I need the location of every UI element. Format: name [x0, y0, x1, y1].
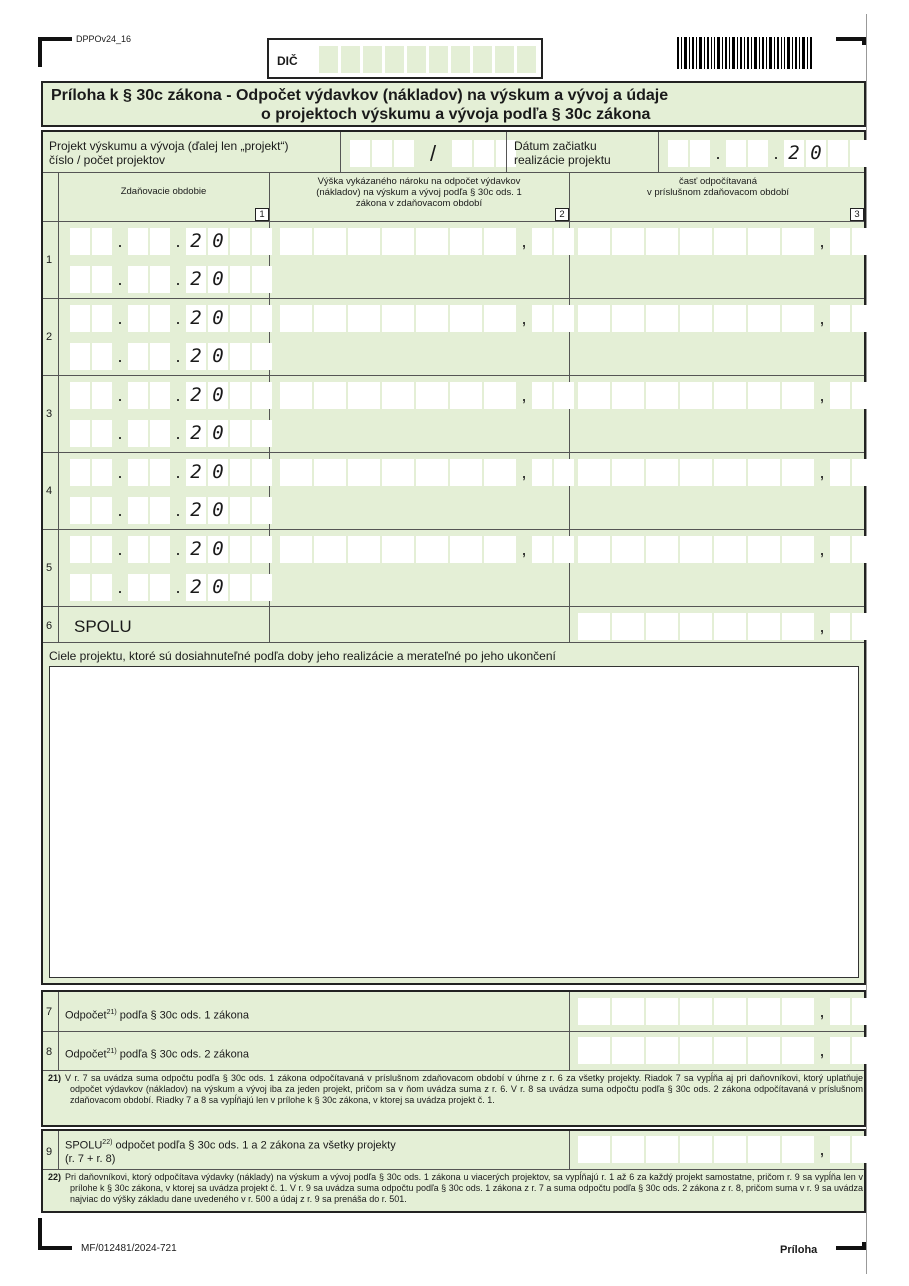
row-number: 9 — [46, 1146, 53, 1158]
row-divider — [43, 606, 864, 607]
project-number-label: Projekt výskumu a vývoja (ďalej len „projekt“) číslo / počet projektov — [49, 139, 289, 167]
period-date-input[interactable]: . . 2 0 — [70, 574, 272, 601]
period-date-input[interactable]: . . 2 0 — [70, 266, 272, 293]
dic-label: DIČ — [277, 54, 298, 68]
footer-code: MF/012481/2024-721 — [81, 1243, 177, 1254]
row-divider — [43, 375, 864, 376]
row6-col3-input[interactable]: , — [578, 613, 872, 640]
project-number-input[interactable] — [350, 140, 516, 167]
row-number: 1 — [46, 254, 53, 266]
row-number: 3 — [46, 408, 53, 420]
goals-label: Ciele projektu, ktoré sú dosiahnuteľné podľa doby jeho realizácie a merateľné po jeho ukončení — [49, 649, 556, 663]
note-22: 22) Pri daňovníkovi, ktorý odpočítava výdavky (náklady) na výskum a vývoj podľa § 30c ods. 1 zákona u viacerých projektov, sa vypĺňajú r. 1 až 6 za každý projekt samostatne, pričom r. 9 sa vypĺňa len v prílohe k § 30c zákona, v ktorej sa uvádza projekt č. 1. V r. 9 sa uvádza suma odpočtu podľa § 30c ods. 1 zákona z r. 7 a suma odpočtu podľa § 30c ods. 2 zákona z r. 8, pričom suma v r. 9 sa uvádza najviac do výšky základu dane uvedeného v r. 500 a údaj z r. 9 sa prenáša do r. 501. — [48, 1172, 863, 1205]
row-divider — [43, 452, 864, 453]
col3-header: časť odpočítavaná v príslušnom zdaňovacom období — [646, 176, 790, 198]
col1-number: 1 — [255, 208, 269, 221]
period-date-input[interactable]: . . 2 0 — [70, 459, 272, 486]
row7-input[interactable]: , — [578, 998, 872, 1025]
row-deducted-amount-input[interactable]: , — [578, 536, 872, 563]
period-date-input[interactable]: . . 2 0 — [70, 497, 272, 524]
row-number: 5 — [46, 562, 53, 574]
col2-header: Výška vykázaného nároku na odpočet výdavkov (nákladov) na výskum a vývoj podľa § 30c ods. 1 zákona v zdaňovacom období — [316, 176, 522, 209]
row-claim-amount-input[interactable]: , — [280, 459, 574, 486]
page-title-line1: Príloha k § 30c zákona - Odpočet výdavkov (nákladov) na výskum a vývoj a údaje — [51, 87, 669, 104]
note-21: 21) V r. 7 sa uvádza suma odpočtu podľa § 30c ods. 1 zákona odpočítavaná v príslušnom zdaňovacom období v úhrne z r. 6 za všetky projekty. Riadok 7 sa vypĺňa aj pri daňovníkovi, ktorý uplatňuje odpočet výdavkov (nákladov) na výskum a vývoj iba za jeden projekt, pričom sa v ňom uvádza suma z r. 6. V r. 8 sa uvádza suma odpočtu podľa § 30c ods. 2 zákona odpočítavaná v príslušnom zdaňovacom období. Riadky 7 a 8 sa vypĺňajú len v prílohe k § 30c zákona, v ktorej sa uvádza projekt č. 1. — [48, 1073, 863, 1106]
row-number: 6 — [46, 620, 53, 632]
period-date-input[interactable]: . . 2 0 — [70, 536, 272, 563]
row9-label: SPOLU$^{22)}$ odpočet podľa § 30c ods. 1 a 2 zákona za všetky projekty (r. 7 + r. 8) — [65, 1139, 396, 1165]
goals-textarea[interactable] — [49, 666, 859, 978]
corner-mark-bottom-right — [836, 1242, 866, 1250]
row8-label: Odpočet$^{21)}$ podľa § 30c ods. 2 zákona — [65, 1048, 249, 1061]
dic-box — [267, 38, 543, 79]
col1-header: Zdaňovacie obdobie — [120, 186, 207, 197]
corner-mark-top-right — [836, 37, 866, 45]
row-divider — [43, 298, 864, 299]
row8-input[interactable]: , — [578, 1037, 872, 1064]
row-number: 7 — [46, 1006, 53, 1018]
row-deducted-amount-input[interactable]: , — [578, 459, 872, 486]
row-claim-amount-input[interactable]: , — [280, 536, 574, 563]
row-number: 2 — [46, 331, 53, 343]
corner-mark-bottom-left — [38, 1218, 72, 1250]
dic-input[interactable] — [319, 46, 539, 73]
row-deducted-amount-input[interactable]: , — [578, 228, 872, 255]
form-code: DPPOv24_16 — [76, 34, 132, 44]
period-date-input[interactable]: . . 2 0 — [70, 305, 272, 332]
period-date-input[interactable]: . . 2 0 — [70, 382, 272, 409]
project-start-date-input[interactable]: . . 2 0 — [668, 140, 870, 167]
barcode-image — [677, 37, 812, 69]
title-box — [41, 81, 866, 127]
right-edge-line — [866, 14, 867, 1274]
project-start-label: Dátum začiatku realizácie projektu — [514, 139, 611, 167]
row-claim-amount-input[interactable]: , — [280, 382, 574, 409]
col2-number: 2 — [555, 208, 569, 221]
page-title-line2: o projektoch výskumu a vývoja podľa § 30c zákona — [261, 106, 651, 123]
row-number: 8 — [46, 1046, 53, 1058]
row-deducted-amount-input[interactable]: , — [578, 305, 872, 332]
corner-mark-top-left — [38, 37, 72, 67]
period-date-input[interactable]: . . 2 0 — [70, 420, 272, 447]
row-deducted-amount-input[interactable]: , — [578, 382, 872, 409]
row-claim-amount-input[interactable]: , — [280, 305, 574, 332]
col3-number: 3 — [850, 208, 864, 221]
row7-label: Odpočet$^{21)}$ podľa § 30c ods. 1 zákona — [65, 1009, 249, 1022]
footer-label: Príloha — [780, 1244, 818, 1256]
row9-input[interactable]: , — [578, 1136, 872, 1163]
slash: / — [429, 141, 437, 166]
row-divider — [43, 529, 864, 530]
period-date-input[interactable]: . . 2 0 — [70, 228, 272, 255]
row6-label: SPOLU — [74, 617, 132, 636]
row-number: 4 — [46, 485, 53, 497]
row-claim-amount-input[interactable]: , — [280, 228, 574, 255]
period-date-input[interactable]: . . 2 0 — [70, 343, 272, 370]
